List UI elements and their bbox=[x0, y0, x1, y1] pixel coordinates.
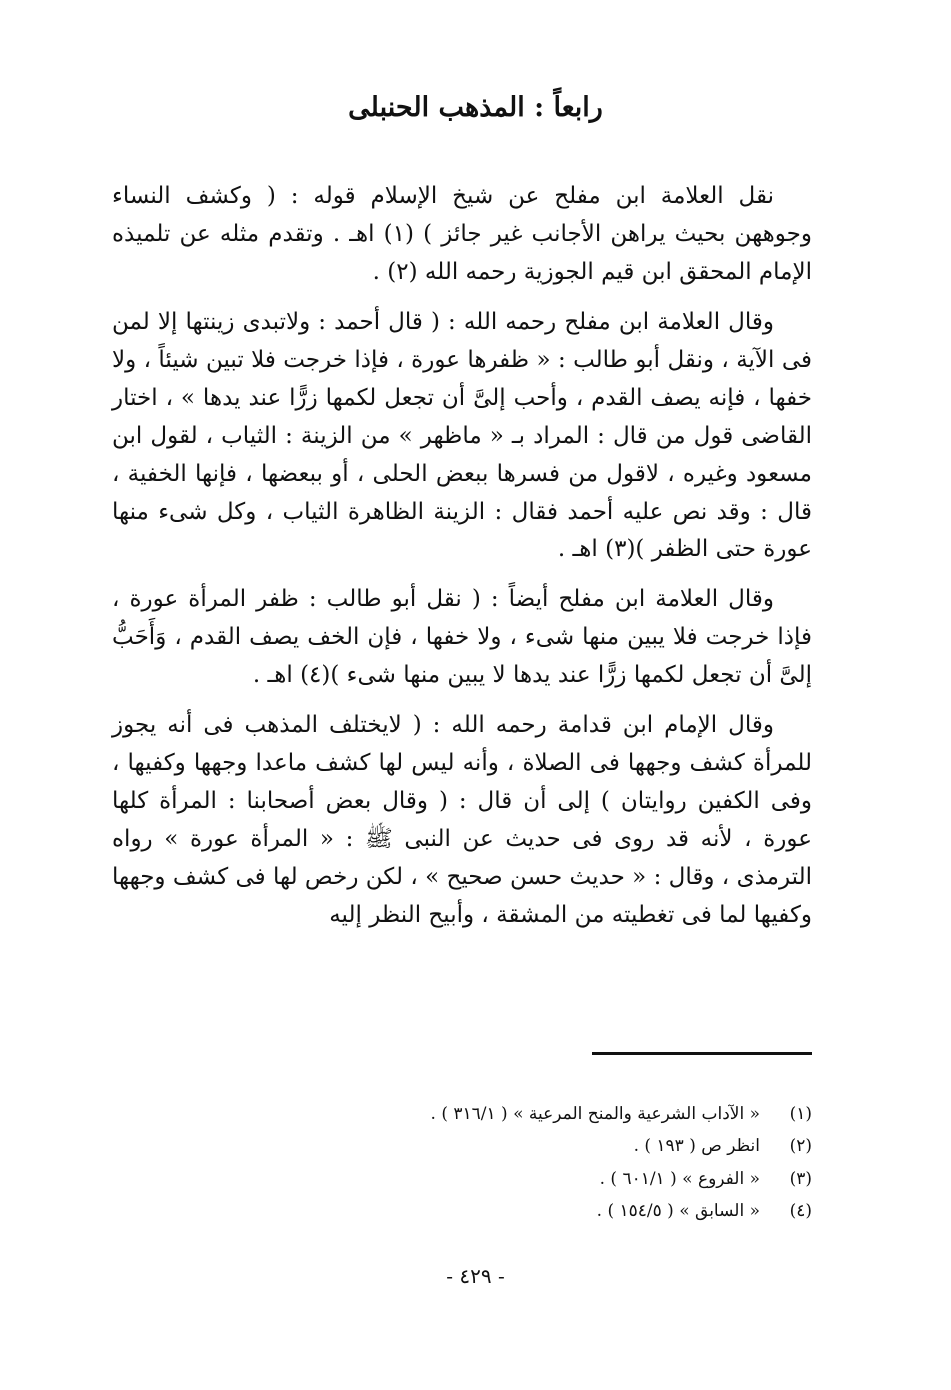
footnote-text: انظر ص ( ١٩٣ ) . bbox=[633, 1136, 760, 1157]
footnote-1 bbox=[112, 1098, 812, 1130]
paragraph-1: نقل العلامة ابن مفلح عن شيخ الإسلام قوله : ( وكشف النساء وجوههن بحيث يراهن الأجانب غير جائز ) (١) اهـ . وتقدم مثله عن تلميذه الإمام المحقق ابن قيم الجوزية رحمه الله (٢) . bbox=[112, 183, 813, 285]
footnote-text: « السابق » ( ١٥٤/٥ ) . bbox=[596, 1200, 760, 1221]
footnote-2 bbox=[112, 1130, 812, 1162]
footnote-separator bbox=[592, 1052, 812, 1055]
footnote-number: (٤) bbox=[789, 1200, 812, 1221]
footnote-text: « الآداب الشرعية والمنح المرعية » ( ٣١٦/١ ) . bbox=[430, 1104, 760, 1124]
main-text bbox=[112, 178, 812, 947]
paragraph-2: وقال العلامة ابن مفلح رحمه الله : ( قال أحمد : ولاتبدى زينتها إلا لمن فى الآية ، ونقل أبو طالب : « ظفرها عورة ، فإذا خرجت فلا تبين شيئاً ، ولا خفها ، فإنه يصف القدم ، وأحب إلىَّ أن تجعل لكمها زرًّا عند يدها » ، اختار القاضى قول من قال : المراد بـ « ماظهر » من الزينة : الثياب ، لقول ابن مسعود وغيره ، لاقول من فسرها ببعض الحلى ، أو ببعضها ، فإنها الخفية ، قال : وقد نص عليه أحمد فقال : الزينة الظاهرة الثياب ، وكل شىء منها عورة حتى الظفر )(٣) اهـ . bbox=[112, 308, 812, 563]
page-number: - ٤٢٩ - bbox=[446, 1264, 505, 1288]
footnote-text: « الفروع » ( ٦٠١/١ ) . bbox=[599, 1168, 760, 1189]
section-heading: رابعاً : المذهب الحنبلى bbox=[348, 92, 603, 123]
footnote-3 bbox=[112, 1163, 812, 1195]
footnotes bbox=[112, 1098, 812, 1227]
footnote-number: (١) bbox=[789, 1104, 812, 1124]
footnote-4 bbox=[112, 1195, 812, 1227]
footnote-number: (٢) bbox=[789, 1136, 812, 1157]
paragraph-4: وقال الإمام ابن قدامة رحمه الله : ( لايختلف المذهب فى أنه يجوز للمرأة كشف وجهها فى الصلاة ، وأنه ليس لها كشف ماعدا وجهها وكفيها ، وفى الكفين روايتان ) إلى أن قال : ( وقال بعض أصحابنا : المرأة كلها عورة ، لأنه قد روى فى حديث عن النبى ﷺ : « المرأة عورة » رواه الترمذى ، وقال : « حديث حسن صحيح » ، لكن رخص لها فى كشف وجهها وكفيها لما فى تغطيته من المشقة ، وأبيح النظر إليه bbox=[112, 712, 812, 928]
paragraph-3: وقال العلامة ابن مفلح أيضاً : ( نقل أبو طالب : ظفر المرأة عورة ، فإذا خرجت فلا يبين منها شىء ، ولا خفها ، فإن الخف يصف القدم ، وَأَحَبُّ إلىَّ أن تجعل لكمها زرًّا عند يدها لا يبين منها شىء )(٤) اهـ . bbox=[112, 586, 812, 689]
footnote-number: (٣) bbox=[789, 1168, 812, 1189]
